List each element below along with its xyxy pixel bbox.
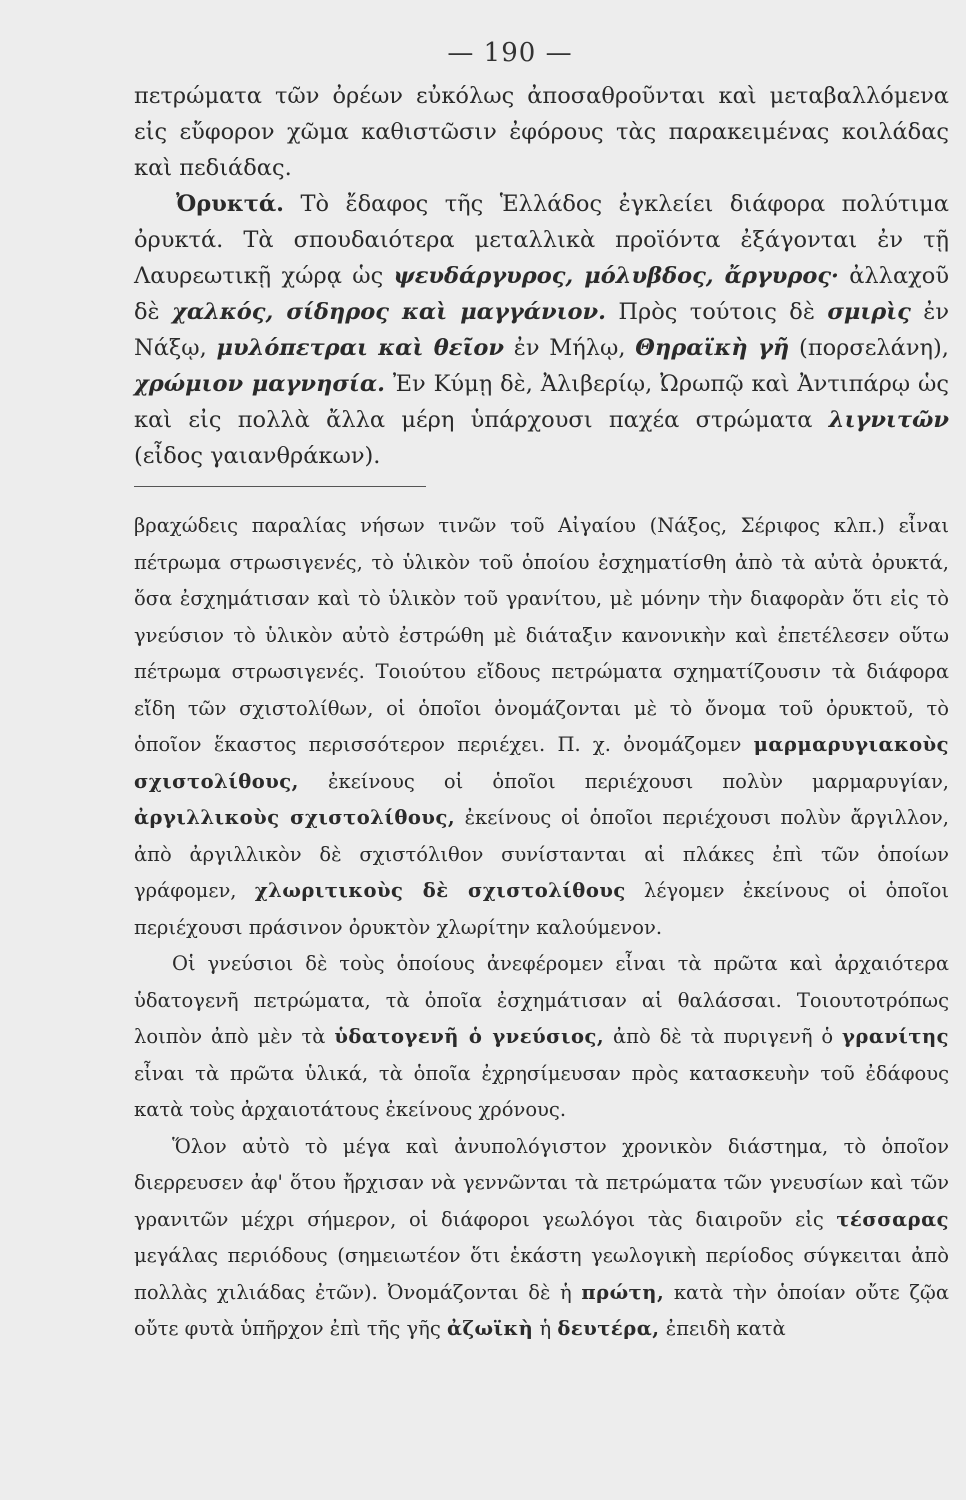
emphasis-term: ὑδατογενῆ ὁ γνεύσιος, (334, 1025, 605, 1048)
text-run: ἐκείνους οἱ ὁποῖοι περιέχουσι πολὺν ἄργιλλον, ἀπὸ ἀργιλλικὸν δὲ σχιστόλιθον συνίστανται αἱ πλάκες ἐπὶ τῶν ὁποίων γράφομεν, (134, 806, 949, 902)
paragraph-schists (134, 508, 949, 946)
text-run: ἀπὸ δὲ τὰ πυριγενῆ ὁ (604, 1025, 843, 1048)
text-run: (πορσελάνη), (789, 335, 949, 361)
text-run: Πρὸς τούτοις δὲ (605, 299, 828, 325)
paragraph-periods (134, 1129, 949, 1348)
text-run: λέγομεν ἐκείνους οἱ ὁποῖοι περιέχουσι πράσινον ὀρυκτὸν χλωρίτην καλούμενον. (134, 879, 949, 939)
text-run: ἀλλαχοῦ δὲ (134, 263, 949, 325)
emphasis-term: Θηραϊκὴ γῆ (635, 335, 790, 361)
emphasis-term: σμιρὶς (827, 299, 911, 325)
emphasis-term: τέσσαρας (836, 1207, 949, 1231)
emphasis-term: χρώμιον μαγνησία. (134, 371, 385, 397)
emphasis-term: ἀργιλλικοὺς σχιστολίθους, (134, 806, 456, 829)
emphasis-term: γρανίτης (842, 1025, 949, 1048)
page-number: — 190 — (447, 38, 573, 68)
emphasis-term: χλωριτικοὺς δὲ σχιστολίθους (254, 879, 626, 902)
text-run: ἡ (533, 1317, 558, 1340)
text-run: Ἐν Κύμῃ δὲ, Ἀλιβερίῳ, Ὠρωπῷ καὶ Ἀντιπάρῳ ὡς καὶ εἰς πολλὰ ἄλλα μέρη ὑπάρχουσι παχέα στρώματα (134, 371, 949, 433)
text-run: ἐκείνους οἱ ὁποῖοι περιέχουσι πολὺν μαρμαρυγίαν, (298, 769, 949, 793)
emphasis-term: πρώτη, (581, 1280, 665, 1304)
emphasis-term: ψευδάργυρος, μόλυβδος, ἄργυρος· (393, 263, 839, 289)
text-run: Τὸ ἔδαφος τῆς Ἑλλάδος ἐγκλείει διάφορα πολύτιμα ὀρυκτά. Τὰ σπουδαιότερα μεταλλικὰ προϊόντα ἐξάγονται ἐν τῇ Λαυρεωτικῇ χώρᾳ ὡς (134, 191, 949, 289)
emphasis-term: δευτέρα, (557, 1317, 660, 1340)
text-run: ἐπειδὴ κατὰ (659, 1317, 786, 1340)
text-run: ἐν Μήλῳ, (503, 335, 636, 361)
text-run: Οἱ γνεύσιοι δὲ τοὺς ὁποίους ἀνεφέρομεν εἶναι τὰ πρῶτα καὶ ἀρχαιότερα ὑδατογενῆ πετρώματα, τὰ ὁποῖα ἐσχημάτισαν αἱ θαλάσσαι. Τοιουτοτρόπως λοιπὸν ἀπὸ μὲν τὰ (134, 952, 949, 1048)
text-run: ἐν Νάξῳ, (134, 299, 949, 361)
emphasis-term: χαλκός, σίδηρος καὶ μαγγάνιον. (172, 299, 606, 325)
text-run: μεγάλας περιόδους (σημειωτέον ὅτι ἑκάστη γεωλογικὴ περίοδος σύγκειται ἀπὸ πολλὰς χιλιάδας ἐτῶν). Ὀνομάζονται δὲ ἡ (134, 1244, 949, 1304)
paragraph-continuation: πετρώματα τῶν ὀρέων εὐκόλως ἀποσαθροῦνται καὶ μεταβαλλόμενα εἰς εὔφορον χῶμα καθιστῶσιν ἐφόρους τὰς παρακειμένας κοιλάδας καὶ πεδιάδας. (134, 83, 949, 181)
emphasis-term: μαρμαρυγιακοὺς σχιστολίθους, (134, 733, 949, 793)
emphasis-term: λιγνιτῶν (828, 407, 949, 433)
text-run: Ὅλον αὐτὸ τὸ μέγα καὶ ἀνυπολόγιστον χρονικὸν διάστημα, τὸ ὁποῖον διερρευσεν ἀφ' ὅτου ἤρχισαν νὰ γεννῶνται τὰ πετρώματα τῶν γνευσίων καὶ τῶν γρανιτῶν μέχρι σήμερον, οἱ διάφοροι γεωλόγοι τὰς διαιροῦν εἰς (134, 1134, 949, 1231)
upper-text-block (134, 78, 949, 474)
section-heading-minerals: Ὀρυκτά. (176, 191, 284, 217)
text-run: κατὰ τὴν ὁποίαν οὔτε ζῷα οὔτε φυτὰ ὑπῆρχον ἐπὶ τῆς γῆς (134, 1280, 949, 1340)
horizontal-rule (134, 486, 426, 487)
paragraph-gneiss (134, 946, 949, 1129)
lower-text-block (134, 508, 949, 1348)
text-run: εἶναι τὰ πρῶτα ὑλικά, τὰ ὁποῖα ἐχρησίμευσαν πρὸς κατασκευὴν τοῦ ἐδάφους κατὰ τοὺς ἀρχαιοτάτους ἐκείνους χρόνους. (134, 1061, 949, 1121)
emphasis-term: ἀζωϊκὴ (446, 1317, 534, 1340)
text-run: βραχώδεις παραλίας νήσων τινῶν τοῦ Αἰγαίου (Νάξος, Σέριφος κλπ.) εἶναι πέτρωμα στρωσιγενές, τὸ ὑλικὸν τοῦ ὁποίου ἐσχηματίσθη ἀπὸ τὰ αὐτὰ ὀρυκτά, ὅσα ἐσχημάτισαν καὶ τὸ ὑλικὸν τοῦ γρανίτου, μὲ μόνην τὴν διαφορὰν ὅτι εἰς τὸ γνεύσιον τὸ ὑλικὸν αὐτὸ ἐστρώθη μὲ διάταξιν κανονικὴν καὶ ἐπετέλεσεν οὕτω πέτρωμα στρωσιγενές. Τοιούτου εἴδους πετρώματα σχηματίζουσιν τὰ διάφορα εἴδη τῶν σχιστολίθων, οἱ ὁποῖοι ὀνομάζονται μὲ τὸ ὄνομα τοῦ ὀρυκτοῦ, τὸ ὁποῖον ἕκαστος περισσότερον περιέχει. Π. χ. ὀνομάζομεν (134, 514, 949, 756)
text-run: (εἶδος γαιανθράκων). (134, 443, 381, 469)
emphasis-term: μυλόπετραι καὶ θεῖον (216, 335, 504, 361)
paragraph-minerals (134, 186, 949, 474)
